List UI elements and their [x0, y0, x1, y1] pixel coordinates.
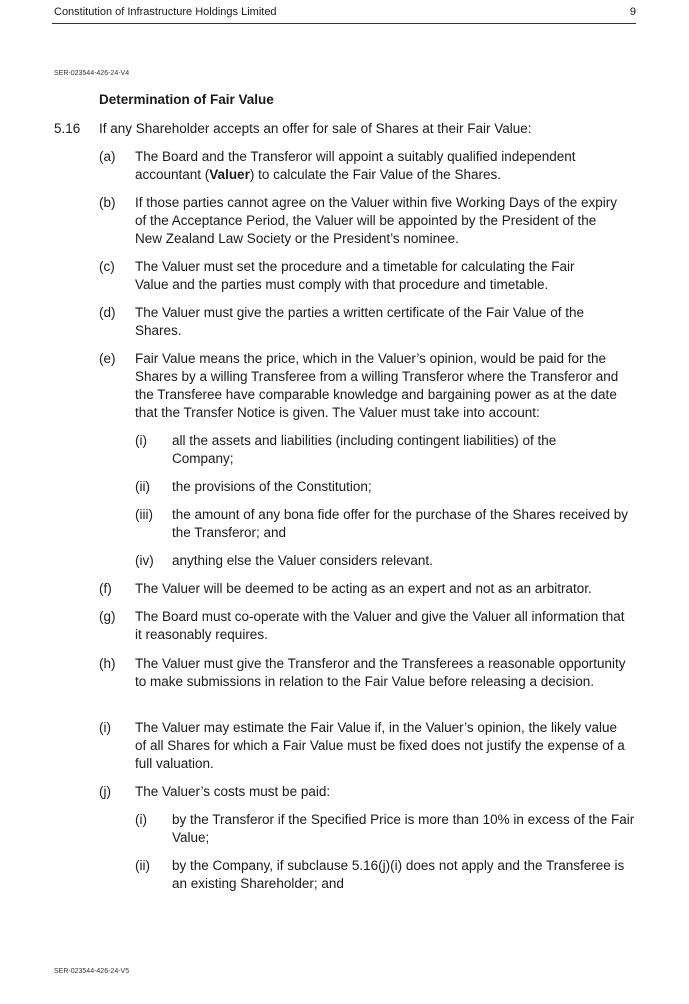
item-e-iii-label: (iii)	[135, 507, 153, 522]
defined-term-valuer: Valuer	[209, 167, 250, 182]
item-j-i-label: (i)	[135, 812, 147, 827]
page-header	[54, 6, 636, 22]
item-b-text: If those parties cannot agree on the Valuer within five Working Days of the expiry of the Acceptance Period, the Valuer will be appointed by the President of the New Zealand Law Society or the President’s nominee.	[135, 195, 618, 246]
item-g-label: (g)	[99, 609, 116, 624]
item-d-label: (d)	[99, 305, 116, 320]
item-h-label: (h)	[99, 656, 116, 671]
item-e-ii-label: (ii)	[135, 479, 150, 494]
section-heading: Determination of Fair Value	[99, 92, 274, 107]
item-c-label: (c)	[99, 259, 115, 274]
item-j-text: The Valuer’s costs must be paid:	[135, 784, 331, 799]
item-g-text: The Board must co-operate with the Valuer and give the Valuer all information that it reasonably requires.	[135, 609, 625, 642]
item-d-text: The Valuer must give the parties a written certificate of the Fair Value of the Shares.	[135, 305, 584, 338]
item-j-label: (j)	[99, 784, 111, 799]
doc-ref-top: SER-023544-426-24-V4	[54, 70, 130, 77]
item-b-label: (b)	[99, 195, 116, 210]
item-e-ii-text: the provisions of the Constitution;	[172, 479, 372, 494]
item-a-text: The Board and the Transferor will appoint a suitably qualified independent accountant (Valuer) to calculate the Fair Value of the Shares.	[135, 149, 576, 182]
item-e-iv-label: (iv)	[135, 553, 154, 568]
item-a-label: (a)	[99, 149, 116, 164]
item-e-i-label: (i)	[135, 433, 147, 448]
clause-number: 5.16	[54, 121, 81, 136]
item-e-iii-text: the amount of any bona fide offer for the purchase of the Shares received by the Transferor; and	[172, 507, 629, 540]
item-h-text: The Valuer must give the Transferor and the Transferees a reasonable opportunity to make submissions in relation to the Fair Value before releasing a decision.	[135, 656, 626, 689]
item-j-ii-label: (ii)	[135, 858, 150, 873]
item-f-label: (f)	[99, 581, 112, 596]
document-title: Constitution of Infrastructure Holdings Limited	[54, 6, 277, 18]
item-i-text: The Valuer may estimate the Fair Value if, in the Valuer’s opinion, the likely value of all Shares for which a Fair Value must be fixed does not justify the expense of a full valuation.	[135, 720, 625, 771]
item-f-text: The Valuer will be deemed to be acting as an expert and not as an arbitrator.	[135, 581, 592, 596]
doc-ref-bottom: SER-023544-426-24-V5	[54, 968, 130, 975]
item-j-ii-text: by the Company, if subclause 5.16(j)(i) does not apply and the Transferee is an existing Shareholder; and	[172, 858, 625, 891]
page-number: 9	[629, 6, 636, 18]
item-i-label: (i)	[99, 720, 111, 735]
item-e-i-text: all the assets and liabilities (including contingent liabilities) of the Company;	[172, 433, 557, 466]
clause-text: If any Shareholder accepts an offer for sale of Shares at their Fair Value:	[99, 121, 532, 136]
item-j-i-text: by the Transferor if the Specified Price is more than 10% in excess of the Fair Value;	[172, 812, 635, 845]
item-e-text: Fair Value means the price, which in the Valuer’s opinion, would be paid for the Shares by a willing Transferee from a willing Transferor where the Transferor and the Transferee have comparable knowledge and bargaining power as at the date that the Transfer Notice is given. The Valuer must take into account:	[135, 351, 619, 420]
header-divider	[52, 23, 636, 24]
item-e-label: (e)	[99, 351, 116, 366]
item-e-iv-text: anything else the Valuer considers relevant.	[172, 553, 433, 568]
item-c-text: The Valuer must set the procedure and a timetable for calculating the Fair Value and the parties must comply with that procedure and timetable.	[135, 259, 575, 292]
